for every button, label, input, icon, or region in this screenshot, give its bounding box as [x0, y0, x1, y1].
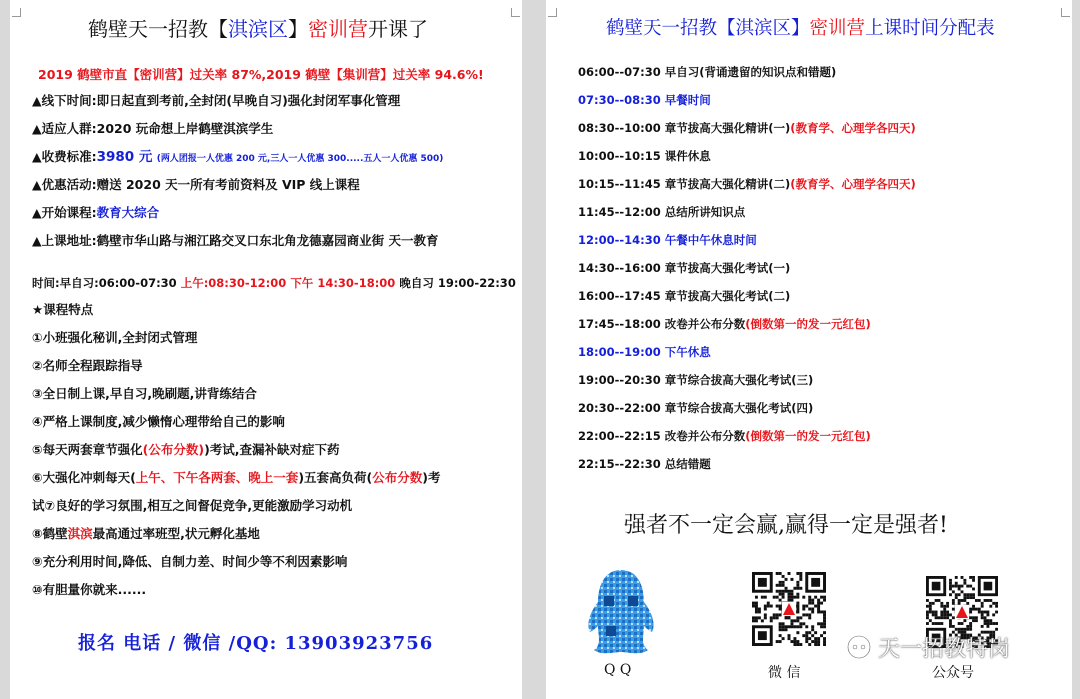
qr-label-qq: Q Q	[604, 662, 632, 678]
page-corner-mark	[1061, 8, 1070, 17]
info-fee: ▲收费标准:3980 元 (两人团报一人优惠 200 元,三人一人优惠 300.....五人一人优惠 500)	[32, 149, 444, 165]
feature-6: ⑥大强化冲刺每天(上午、下午各两套、晚上一套)五套高负荷(公布分数)考	[32, 470, 441, 485]
schedule-row: 16:00--17:45 章节拔高大强化考试(二)	[578, 289, 791, 303]
slogan: 强者不一定会赢,赢得一定是强者!	[624, 513, 948, 538]
info-audience: ▲适应人群:2020 玩命想上岸鹤壁淇滨学生	[32, 121, 274, 136]
qr-label-official: 公众号	[932, 665, 974, 681]
left-page-title: 鹤壁天一招教【淇滨区】密训营开课了	[88, 17, 428, 41]
schedule-row: 06:00--07:30 早自习(背诵遗留的知识点和错题)	[578, 65, 837, 79]
feature-7: 试⑦良好的学习氛围,相互之间督促竞争,更能激励学习动机	[32, 498, 353, 513]
right-page-title: 鹤壁天一招教【淇滨区】密训营上课时间分配表	[606, 18, 995, 39]
schedule-row: 11:45--12:00 总结所讲知识点	[578, 205, 746, 219]
info-course: ▲开始课程:教育大综合	[32, 205, 160, 220]
info-offline-time: ▲线下时间:即日起直到考前,全封闭(早晚自习)强化封闭军事化管理	[32, 93, 401, 108]
schedule-row: 22:00--22:15 改卷并公布分数(倒数第一的发一元红包)	[578, 429, 871, 443]
features-title: ★课程特点	[32, 302, 94, 317]
right-page	[546, 0, 1072, 699]
info-address: ▲上课地址:鹤壁市华山路与湘江路交叉口东北角龙德嘉园商业街 天一教育	[32, 233, 439, 248]
wechat-qr-icon	[752, 572, 826, 646]
schedule-row: 20:30--22:00 章节综合拔高大强化考试(四)	[578, 401, 814, 415]
feature-3: ③全日制上课,早自习,晚刷题,讲背练结合	[32, 386, 257, 401]
feature-10: ⑩有胆量你就来......	[32, 582, 147, 597]
feature-9: ⑨充分利用时间,降低、自制力差、时间少等不利因素影响	[32, 554, 348, 569]
pass-rate-headline: 2019 鹤壁市直【密训营】过关率 87%,2019 鹤壁【集训营】过关率 94.6%!	[38, 67, 484, 82]
schedule-row: 08:30--10:00 章节拔高大强化精讲(一)(教育学、心理学各四天)	[578, 121, 916, 135]
schedule-row: 19:00--20:30 章节综合拔高大强化考试(三)	[578, 373, 814, 387]
schedule-row: 12:00--14:30 午餐中午休息时间	[578, 233, 757, 247]
feature-1: ①小班强化秘训,全封闭式管理	[32, 330, 198, 345]
wechat-channel-icon	[846, 634, 872, 660]
contact-line: 报名 电话 / 微信 /QQ: 13903923756	[78, 633, 434, 654]
feature-8: ⑧鹤壁淇滨最高通过率班型,状元孵化基地	[32, 526, 260, 541]
page-corner-mark	[548, 8, 557, 17]
qq-penguin-qr-icon	[580, 566, 662, 658]
watermark-text: 天一招教特岗	[878, 637, 1011, 662]
schedule-row: 18:00--19:00 下午休息	[578, 345, 711, 359]
feature-5: ⑤每天两套章节强化(公布分数))考试,查漏补缺对症下药	[32, 442, 340, 457]
page-corner-mark	[511, 8, 520, 17]
qr-label-wechat: 微 信	[768, 665, 801, 681]
schedule-row: 07:30--08:30 早餐时间	[578, 93, 711, 107]
schedule-row: 22:15--22:30 总结错题	[578, 457, 711, 471]
info-promotion: ▲优惠活动:赠送 2020 天一所有考前资料及 VIP 线上课程	[32, 177, 360, 192]
feature-4: ④严格上课制度,减少懒惰心理带给自己的影响	[32, 414, 285, 429]
page-corner-mark	[12, 8, 21, 17]
left-page	[10, 0, 522, 699]
schedule-row: 10:15--11:45 章节拔高大强化精讲(二)(教育学、心理学各四天)	[578, 177, 916, 191]
feature-2: ②名师全程跟踪指导	[32, 358, 143, 373]
schedule-row: 17:45--18:00 改卷并公布分数(倒数第一的发一元红包)	[578, 317, 871, 331]
schedule-row: 14:30--16:00 章节拔高大强化考试(一)	[578, 261, 791, 275]
time-schedule: 时间:早自习:06:00-07:30 上午:08:30-12:00 下午 14:30-18:00 晚自习 19:00-22:30	[32, 276, 516, 290]
schedule-row: 10:00--10:15 课件休息	[578, 149, 711, 163]
